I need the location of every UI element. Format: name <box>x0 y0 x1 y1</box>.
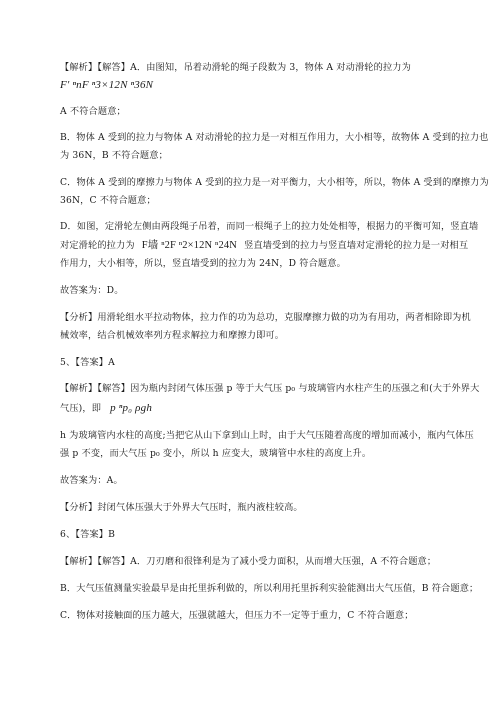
inline-formula: F墙 ⁿ2F ⁿ2×12N ⁿ24N <box>141 240 238 251</box>
text-line <box>60 240 468 252</box>
text-line: 【解析】【解答】因为瓶内封闭气体压强 p 等于大气压 p₀ 与玻璃管内水柱产生的压强之和(大于外界大 <box>60 383 480 394</box>
text-line: D．如图，定滑轮左侧由两段绳子吊着，而同一根绳子上的拉力处处相等，根据力的平衡可知，竖直墙 <box>60 221 479 232</box>
text-segment: 气压)，即 <box>60 403 102 414</box>
text-line: C．物体对接触面的压力越大，压强就越大，但压力不一定等于重力，C 不符合题意； <box>60 610 414 621</box>
inline-formula: p ⁿp₀ ρgh <box>110 402 153 414</box>
formula-line: F′ ⁿnF ⁿ3×12N ⁿ36N <box>60 79 154 91</box>
text-line: 36N，C 不符合题意； <box>60 195 156 206</box>
text-line: 作用力，大小相等，所以，竖直墙受到的拉力为 24N，D 符合题意。 <box>60 258 346 269</box>
text-line: 【解析】【解答】A．由图知，吊着动滑轮的绳子段数为 3，物体 A 对动滑轮的拉力为 <box>60 62 411 73</box>
text-line: 为 36N，B 不符合题意； <box>60 150 168 161</box>
text-line: A 不符合题意； <box>60 106 126 117</box>
text-line: h 为玻璃管内水柱的高度;当把它从山下拿到山上时，由于大气压随着高度的增加而减小，瓶内气体压 <box>60 430 474 441</box>
text-line: B．物体 A 受到的拉力与物体 A 对动滑轮的拉力是一对相互作用力，大小相等，故物体 A 受到的拉力也 <box>60 132 489 143</box>
text-line <box>60 402 152 415</box>
text-line: 故答案为：A。 <box>60 475 123 486</box>
text-line: 【分析】用滑轮组水平拉动物体，拉力作的功为总功，克服摩擦力做的功为有用功，两者相除即为机 <box>60 312 471 323</box>
text-line: 强 p 不变，而大气压 p₀ 变小，所以 h 应变大，玻璃管中水柱的高度上升。 <box>60 448 372 459</box>
text-line: B．大气压值测量实验最早是由托里拆利做的，所以利用托里拆利实验能测出大气压值，B 符合题意； <box>60 583 479 594</box>
text-segment: 竖直墙受到的拉力与竖直墙对定滑轮的拉力是一对相互 <box>244 240 469 251</box>
section-heading: 6、【答案】B <box>60 529 115 540</box>
text-line: 故答案为：D。 <box>60 285 124 296</box>
text-line: 【解析】【解答】A．刀刃磨和很锋利是为了减小受力面积，从而增大压强，A 不符合题意； <box>60 556 437 567</box>
text-line: 械效率，结合机械效率列方程求解拉力和摩擦力即可。 <box>60 330 285 341</box>
text-segment: 对定滑轮的拉力为 <box>60 240 135 251</box>
text-line: 【分析】封闭气体压强大于外界大气压时，瓶内液柱较高。 <box>60 502 303 513</box>
section-heading: 5、【答案】A <box>60 357 115 368</box>
text-line: C．物体 A 受到的摩擦力与物体 A 受到的拉力是一对平衡力，大小相等，所以，物体 A 受到的摩擦力为 <box>60 177 489 188</box>
